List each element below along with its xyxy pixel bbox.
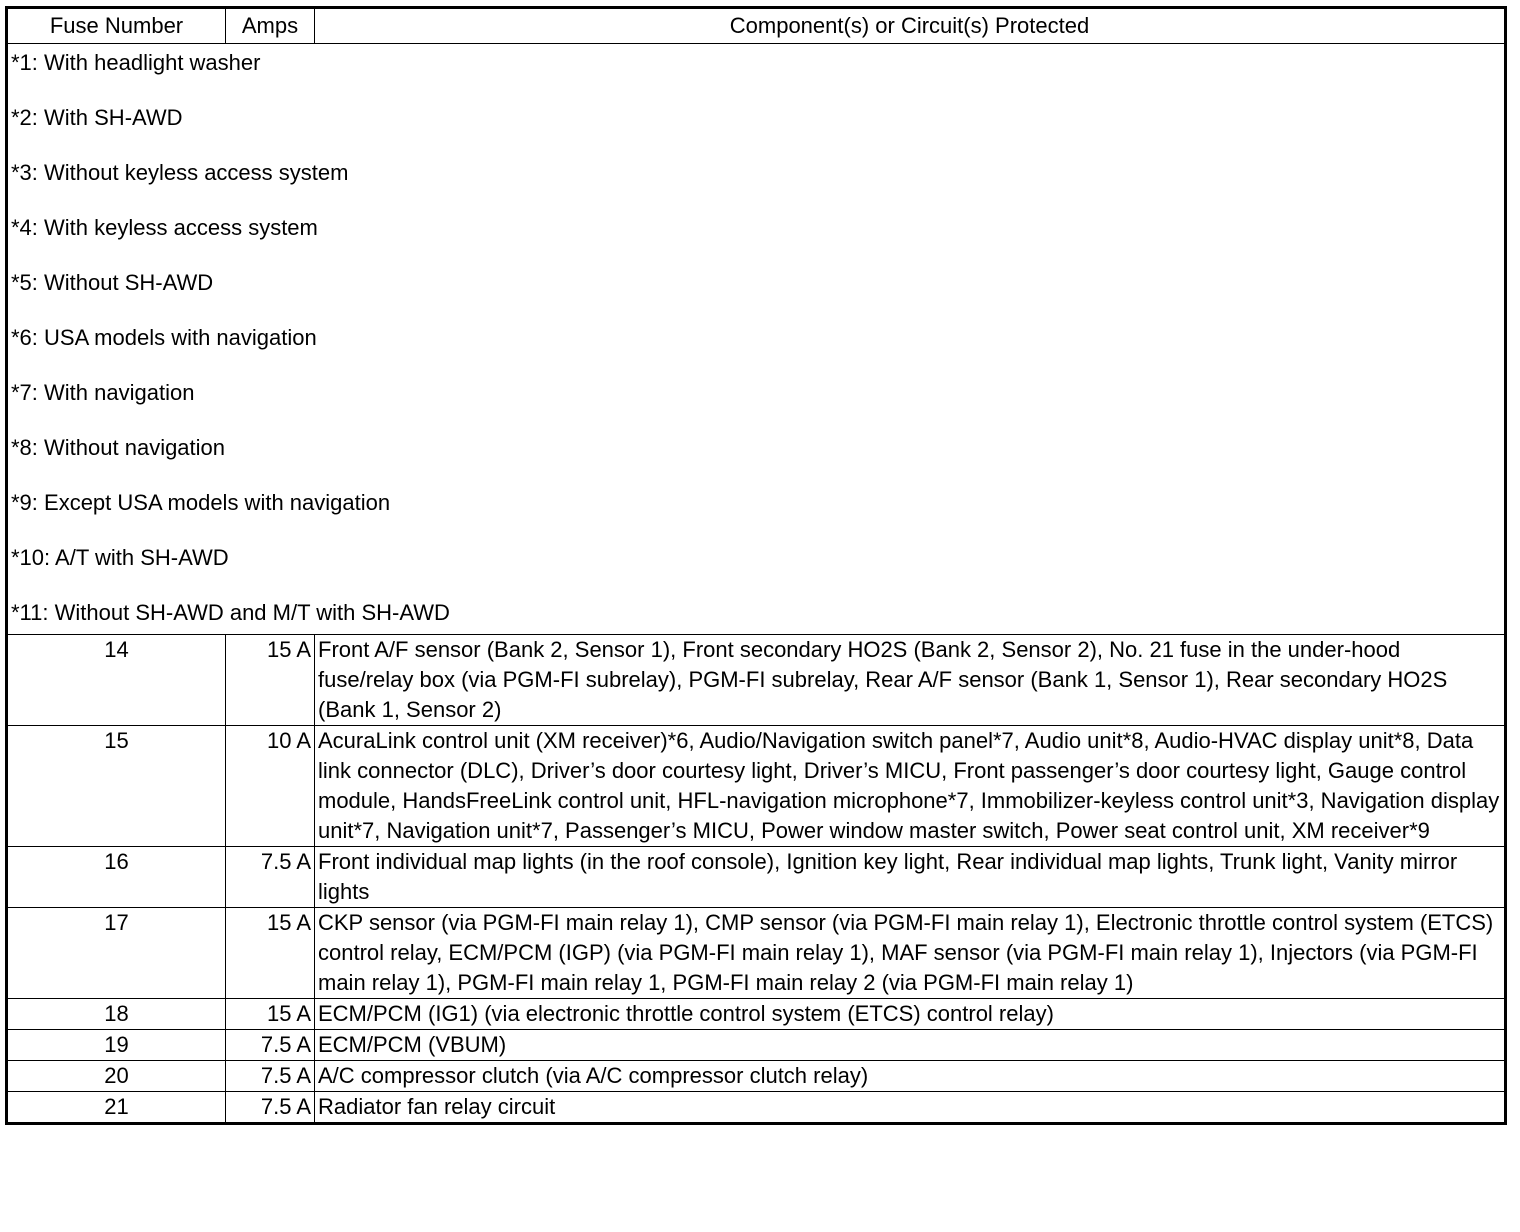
note-7: *7: With navigation	[11, 380, 195, 405]
table-row	[7, 908, 1506, 999]
fuse-number-cell: 16	[7, 847, 226, 908]
note-9: *9: Except USA models with navigation	[11, 490, 391, 515]
components-cell: Front A/F sensor (Bank 2, Sensor 1), Front secondary HO2S (Bank 2, Sensor 2), No. 21 fuse in the under-hood fuse/relay box (via PGM-FI subrelay), PGM-FI subrelay, Rear A/F sensor (Bank 1, Sensor 1), Rear secondary HO2S (Bank 1, Sensor 2)	[315, 635, 1506, 726]
note-3: *3: Without keyless access system	[11, 160, 349, 185]
amps-cell: 15 A	[226, 999, 315, 1030]
amps-cell: 7.5 A	[226, 1092, 315, 1124]
amps-cell: 15 A	[226, 908, 315, 999]
note-10: *10: A/T with SH-AWD	[11, 545, 229, 570]
components-cell: ECM/PCM (IG1) (via electronic throttle control system (ETCS) control relay)	[315, 999, 1506, 1030]
note-2: *2: With SH-AWD	[11, 105, 183, 130]
components-cell: AcuraLink control unit (XM receiver)*6, Audio/Navigation switch panel*7, Audio unit*8, Audio-HVAC display unit*8, Data link connector (DLC), Driver’s door courtesy light, Driver’s MICU, Front passenger’s door courtesy light, Gauge control module, HandsFreeLink control unit, HFL-navigation microphone*7, Immobilizer-keyless control unit*3, Navigation display unit*7, Navigation unit*7, Passenger’s MICU, Power window master switch, Power seat control unit, XM receiver*9	[315, 726, 1506, 847]
table-row	[7, 1030, 1506, 1061]
components-cell: A/C compressor clutch (via A/C compressor clutch relay)	[315, 1061, 1506, 1092]
fuse-number-cell: 18	[7, 999, 226, 1030]
table-row	[7, 635, 1506, 726]
components-cell: Front individual map lights (in the roof console), Ignition key light, Rear individual map lights, Trunk light, Vanity mirror lights	[315, 847, 1506, 908]
fuse-table	[5, 6, 1507, 1125]
table-row	[7, 1092, 1506, 1124]
amps-cell: 7.5 A	[226, 1061, 315, 1092]
amps-cell: 15 A	[226, 635, 315, 726]
components-cell: Radiator fan relay circuit	[315, 1092, 1506, 1124]
notes-row	[7, 44, 1506, 635]
table-row	[7, 999, 1506, 1030]
amps-cell: 10 A	[226, 726, 315, 847]
note-1: *1: With headlight washer	[11, 50, 261, 75]
components-cell: CKP sensor (via PGM-FI main relay 1), CMP sensor (via PGM-FI main relay 1), Electronic throttle control system (ETCS) control relay, ECM/PCM (IGP) (via PGM-FI main relay 1), MAF sensor (via PGM-FI main relay 1), Injectors (via PGM-FI main relay 1), PGM-FI main relay 1, PGM-FI main relay 2 (via PGM-FI main relay 1)	[315, 908, 1506, 999]
fuse-number-cell: 19	[7, 1030, 226, 1061]
header-fuse-number: Fuse Number	[7, 8, 226, 44]
note-5: *5: Without SH-AWD	[11, 270, 214, 295]
fuse-number-cell: 21	[7, 1092, 226, 1124]
fuse-number-cell: 15	[7, 726, 226, 847]
table-row	[7, 847, 1506, 908]
fuse-number-cell: 14	[7, 635, 226, 726]
note-11: *11: Without SH-AWD and M/T with SH-AWD	[11, 600, 450, 625]
header-components: Component(s) or Circuit(s) Protected	[315, 8, 1506, 44]
components-cell: ECM/PCM (VBUM)	[315, 1030, 1506, 1061]
note-8: *8: Without navigation	[11, 435, 226, 460]
amps-cell: 7.5 A	[226, 847, 315, 908]
table-row	[7, 1061, 1506, 1092]
note-4: *4: With keyless access system	[11, 215, 318, 240]
header-amps: Amps	[226, 8, 315, 44]
notes-cell	[7, 44, 1506, 635]
table-row	[7, 726, 1506, 847]
fuse-number-cell: 20	[7, 1061, 226, 1092]
header-row	[7, 8, 1506, 44]
note-6: *6: USA models with navigation	[11, 325, 317, 350]
fuse-number-cell: 17	[7, 908, 226, 999]
amps-cell: 7.5 A	[226, 1030, 315, 1061]
